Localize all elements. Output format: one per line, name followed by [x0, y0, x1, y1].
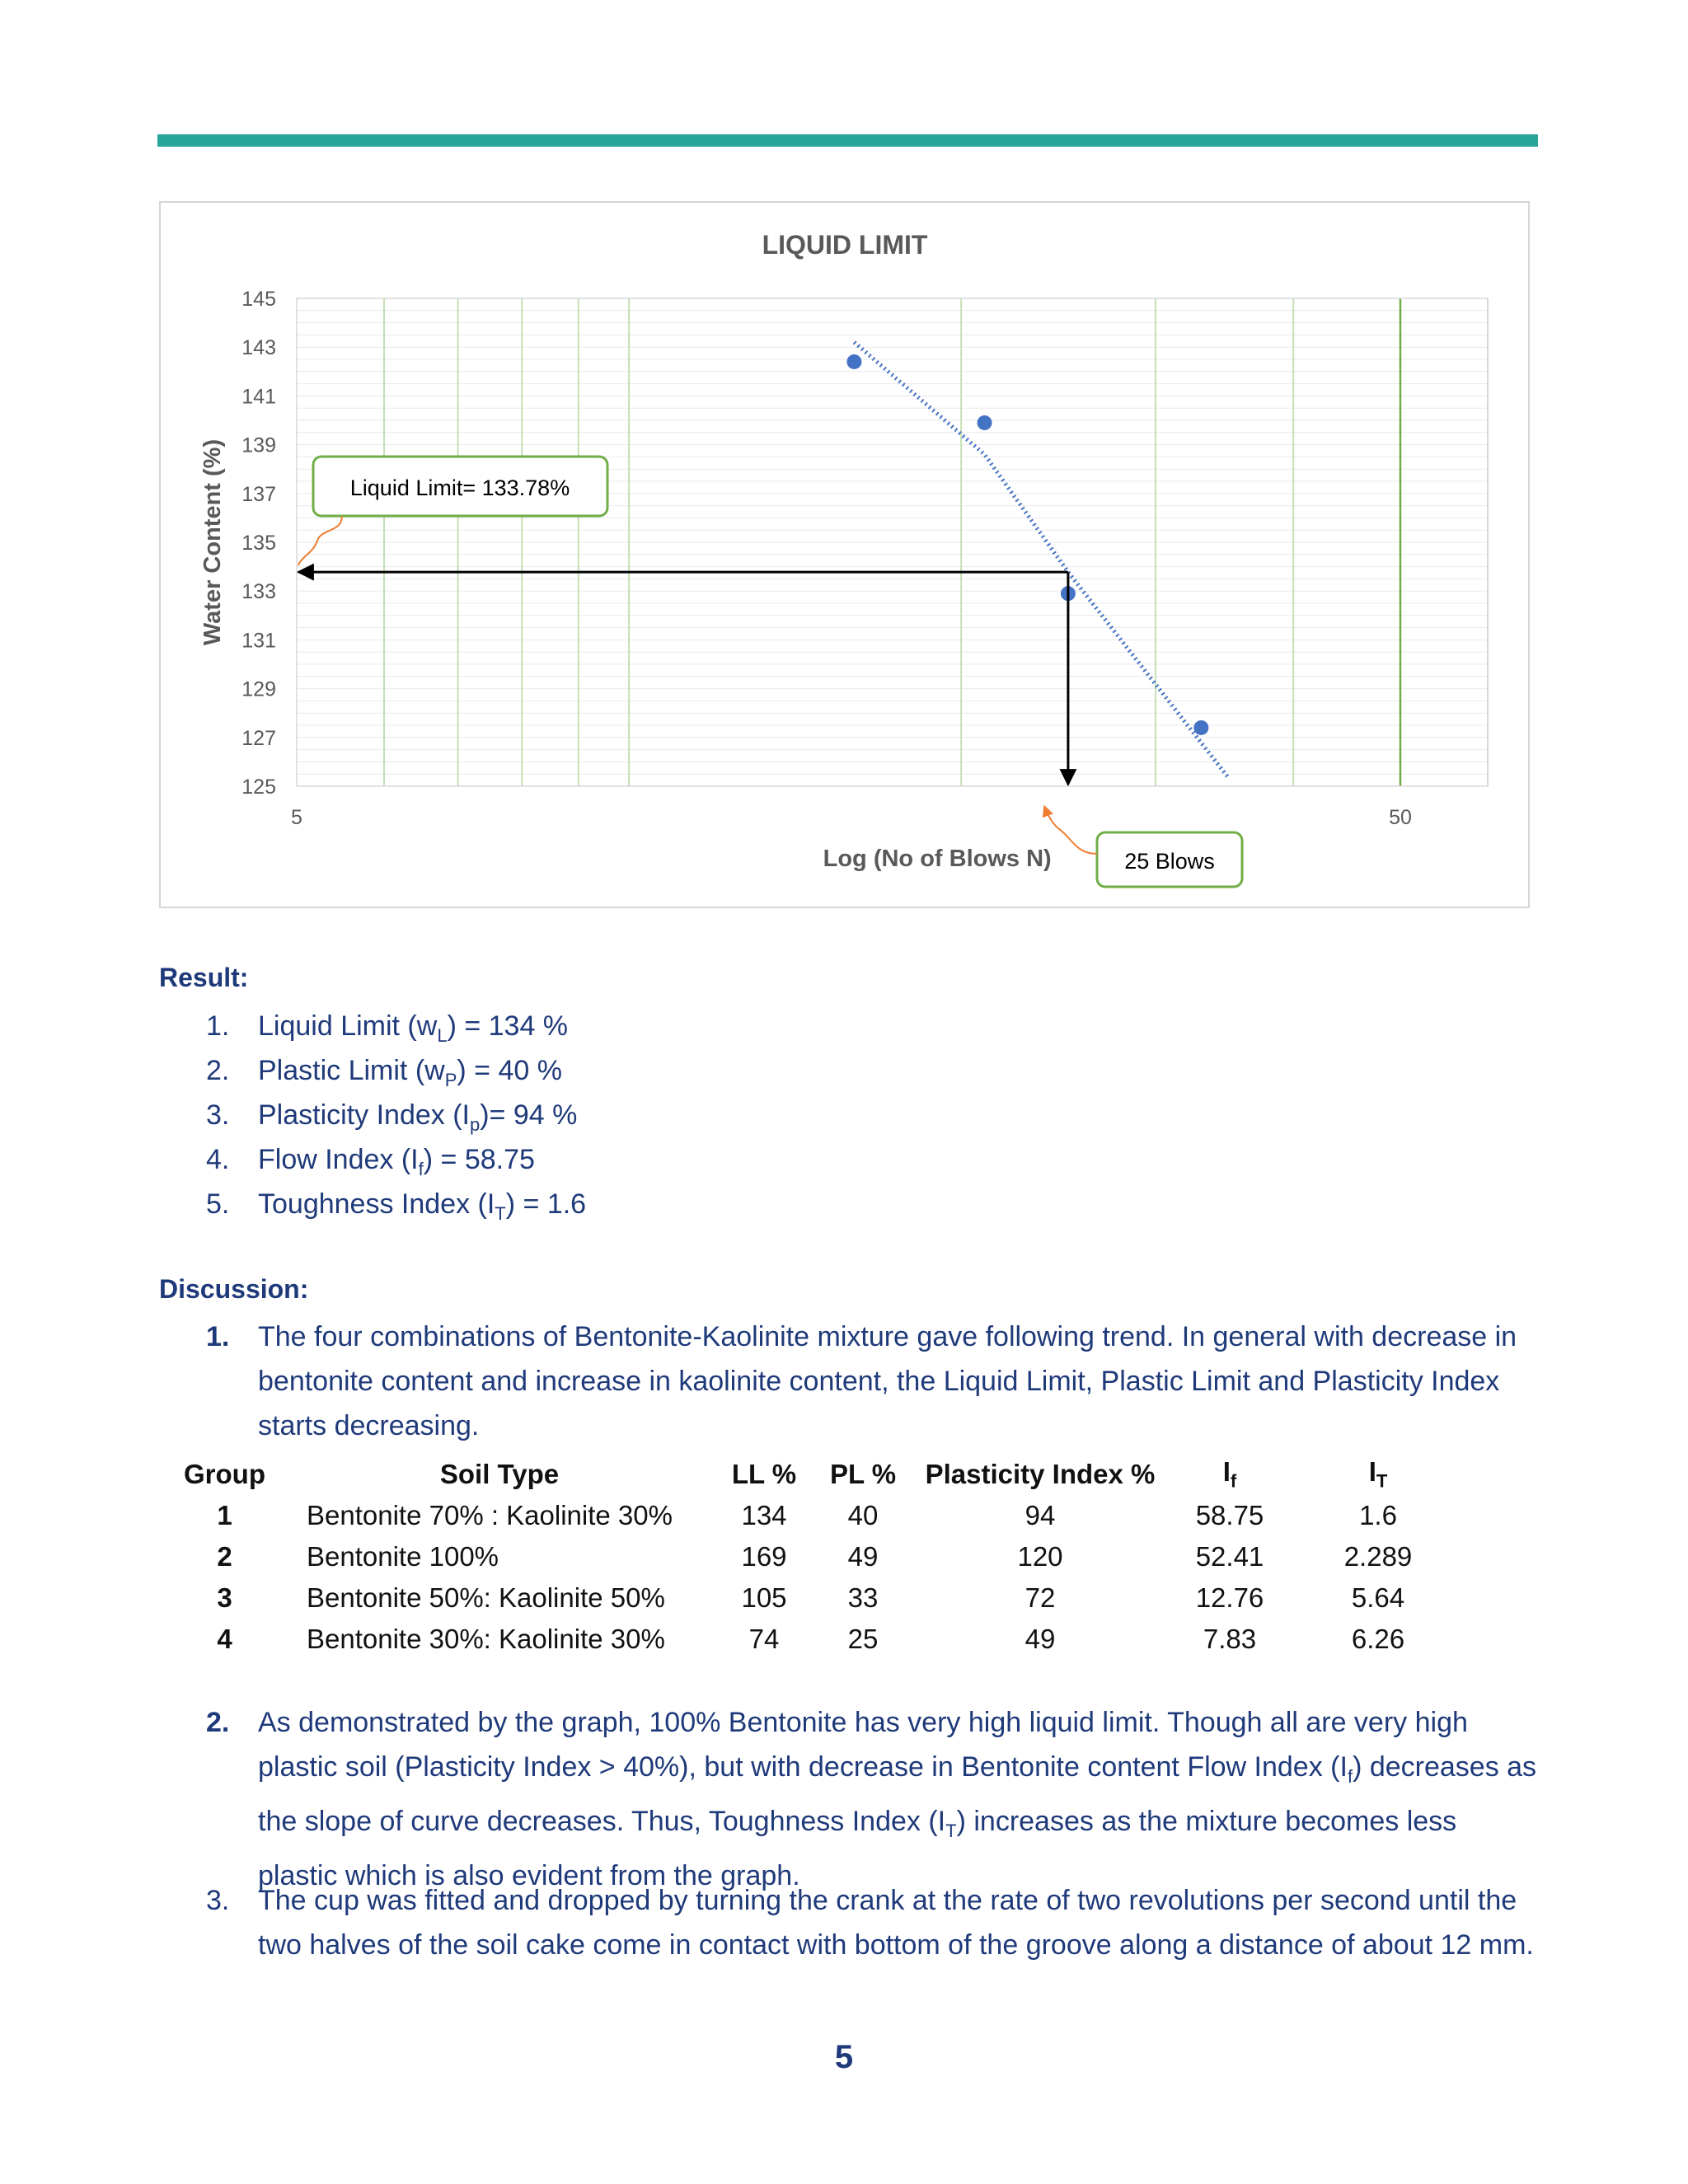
table-row — [169, 1495, 1461, 1536]
result-item-text: Plastic Limit (w — [258, 1055, 445, 1086]
cell-pi: 72 — [1025, 1582, 1056, 1613]
discussion-item-2-text-a: As demonstrated by the graph, 100% Bentonite has very high liquid limit. Though all are very high plastic soil (Plasticity Index > 40%), but with decrease in Bentonite content Flow Index (I — [258, 1707, 1468, 1783]
discussion-item-1-number: 1. — [206, 1321, 230, 1352]
discussion-item-3-number: 3. — [206, 1885, 230, 1916]
cell-pi: 49 — [1025, 1624, 1056, 1654]
discussion-item-1-text: The four combinations of Bentonite-Kaolinite mixture gave following trend. In general with decrease in bentonite content and increase in kaolinite content, the Liquid Limit, Plastic Limit and Plasticity Index starts decreasing. — [258, 1321, 1517, 1441]
cell-toughness-index: 6.26 — [1351, 1624, 1405, 1654]
y-tick-label: 141 — [241, 385, 276, 409]
cell-toughness-index: 5.64 — [1351, 1582, 1405, 1613]
cell-pi: 94 — [1025, 1500, 1056, 1530]
discussion-heading: Discussion: — [159, 1274, 309, 1304]
y-tick-label: 139 — [241, 434, 276, 457]
blows-callout-text: 25 Blows — [1124, 849, 1215, 874]
header-flow-index — [1164, 1454, 1296, 1495]
y-tick-label: 135 — [241, 532, 276, 555]
liquid-limit-callout-leader — [298, 516, 342, 565]
cell-pl: 33 — [847, 1582, 879, 1613]
header-pl: PL % — [829, 1459, 897, 1489]
result-item — [206, 1137, 586, 1182]
discussion-item-2-number: 2. — [206, 1707, 230, 1738]
cell-group: 3 — [217, 1582, 232, 1613]
result-item — [206, 1048, 586, 1093]
result-item-number: 4. — [206, 1144, 230, 1175]
cell-soil-type: Bentonite 70% : Kaolinite 30% — [307, 1500, 673, 1530]
result-list — [206, 1004, 586, 1226]
header-group: Group — [184, 1459, 265, 1489]
cell-soil-type: Bentonite 50%: Kaolinite 50% — [307, 1582, 665, 1613]
y-tick-label: 145 — [241, 288, 276, 311]
cell-flow-index: 7.83 — [1203, 1624, 1257, 1654]
cell-ll: 134 — [741, 1500, 787, 1530]
header-toughness-index — [1296, 1454, 1461, 1495]
y-tick-label: 129 — [241, 677, 276, 701]
header-plasticity-index: Plasticity Index % — [925, 1459, 1156, 1489]
page-number: 5 — [834, 2039, 854, 2075]
result-item-value: )= 94 % — [480, 1099, 578, 1131]
result-item-subscript: L — [437, 1024, 448, 1046]
header-flow-index-subscript: f — [1230, 1470, 1237, 1492]
result-heading: Result: — [159, 963, 249, 992]
result-item-number: 3. — [206, 1099, 230, 1131]
cell-flow-index: 52.41 — [1195, 1541, 1264, 1572]
cell-pl: 25 — [847, 1624, 879, 1654]
result-item-value: ) = 134 % — [447, 1010, 569, 1042]
result-item-subscript: p — [469, 1113, 481, 1135]
chart-svg — [161, 203, 1531, 910]
cell-group: 4 — [217, 1624, 232, 1654]
result-item-subscript: P — [444, 1069, 457, 1090]
header-ll: LL % — [731, 1459, 797, 1489]
result-item-subscript: T — [495, 1202, 506, 1224]
cell-flow-index: 12.76 — [1195, 1582, 1264, 1613]
x-tick-label: 5 — [291, 806, 302, 829]
x-axis-label: Log (No of Blows N) — [823, 846, 1052, 872]
result-item-value: ) = 40 % — [457, 1055, 562, 1086]
discussion-item-2-sub-b: T — [945, 1820, 957, 1841]
discussion-item-2 — [206, 1700, 1541, 1898]
cell-group: 2 — [217, 1541, 232, 1572]
y-tick-label: 131 — [241, 629, 276, 653]
discussion-item-2-text — [258, 1700, 1541, 1898]
result-item-number: 1. — [206, 1010, 230, 1042]
table-header-row — [169, 1454, 1461, 1495]
result-item-subscript: f — [418, 1158, 424, 1179]
result-item — [206, 1093, 586, 1137]
header-toughness-index-subscript: T — [1376, 1470, 1388, 1492]
discussion-item-3 — [206, 1878, 1541, 1967]
data-point — [1193, 720, 1208, 735]
discussion-item-2-text-b: ) decreases as the slope of curve decreases. Thus, Toughness Index (I — [258, 1751, 1537, 1837]
liquid-limit-callout-text: Liquid Limit= 133.78% — [349, 476, 570, 500]
cell-soil-type: Bentonite 30%: Kaolinite 30% — [307, 1624, 665, 1654]
result-item-text: Plasticity Index (I — [258, 1099, 470, 1131]
header-soil-type: Soil Type — [439, 1459, 560, 1489]
result-item — [206, 1004, 586, 1048]
header-accent-bar — [157, 134, 1538, 147]
blows-callout-leader — [1044, 806, 1097, 854]
discussion-item-1 — [206, 1315, 1541, 1448]
cell-ll: 105 — [741, 1582, 787, 1613]
result-item-text: Liquid Limit (w — [258, 1010, 438, 1042]
result-item-text: Toughness Index (I — [258, 1188, 495, 1220]
discussion-item-2-text-c: ) increases as the mixture becomes less plastic which is also evident from the graph. — [258, 1805, 1457, 1891]
result-item — [206, 1182, 586, 1226]
data-point — [978, 415, 992, 430]
cell-flow-index: 58.75 — [1195, 1500, 1264, 1530]
y-tick-label: 127 — [241, 726, 276, 750]
table-row — [169, 1619, 1461, 1660]
cell-soil-type: Bentonite 100% — [307, 1541, 499, 1572]
discussion-item-3-text: The cup was fitted and dropped by turning the crank at the rate of two revolutions per second until the two halves of the soil cake come in contact with bottom of the groove along a distance of about 12 mm. — [258, 1885, 1534, 1961]
header-toughness-index-symbol: I — [1368, 1456, 1376, 1488]
result-item-text: Flow Index (I — [258, 1144, 419, 1175]
cell-toughness-index: 1.6 — [1359, 1500, 1397, 1530]
summary-table — [169, 1454, 1461, 1660]
cell-pl: 49 — [847, 1541, 879, 1572]
cell-ll: 169 — [741, 1541, 787, 1572]
header-flow-index-symbol: I — [1222, 1456, 1231, 1488]
y-tick-label: 133 — [241, 580, 276, 604]
data-point — [846, 354, 861, 369]
y-axis-label: Water Content (%) — [199, 438, 226, 646]
result-item-number: 5. — [206, 1188, 230, 1220]
y-tick-label: 143 — [241, 336, 276, 360]
result-item-value: ) = 58.75 — [423, 1144, 535, 1175]
cell-ll: 74 — [748, 1624, 780, 1654]
discussion-item-2-sub-a: f — [1347, 1765, 1353, 1787]
table-row — [169, 1536, 1461, 1577]
result-item-value: ) = 1.6 — [505, 1188, 587, 1220]
cell-pi: 120 — [1017, 1541, 1063, 1572]
chart-title: LIQUID LIMIT — [762, 230, 928, 260]
y-tick-label: 137 — [241, 482, 276, 506]
result-item-number: 2. — [206, 1055, 230, 1086]
cell-group: 1 — [217, 1500, 232, 1530]
y-tick-label: 125 — [241, 776, 276, 799]
liquid-limit-chart — [159, 201, 1530, 908]
x-tick-label: 50 — [1389, 806, 1412, 829]
table-row — [169, 1577, 1461, 1619]
cell-toughness-index: 2.289 — [1343, 1541, 1413, 1572]
cell-pl: 40 — [847, 1500, 879, 1530]
